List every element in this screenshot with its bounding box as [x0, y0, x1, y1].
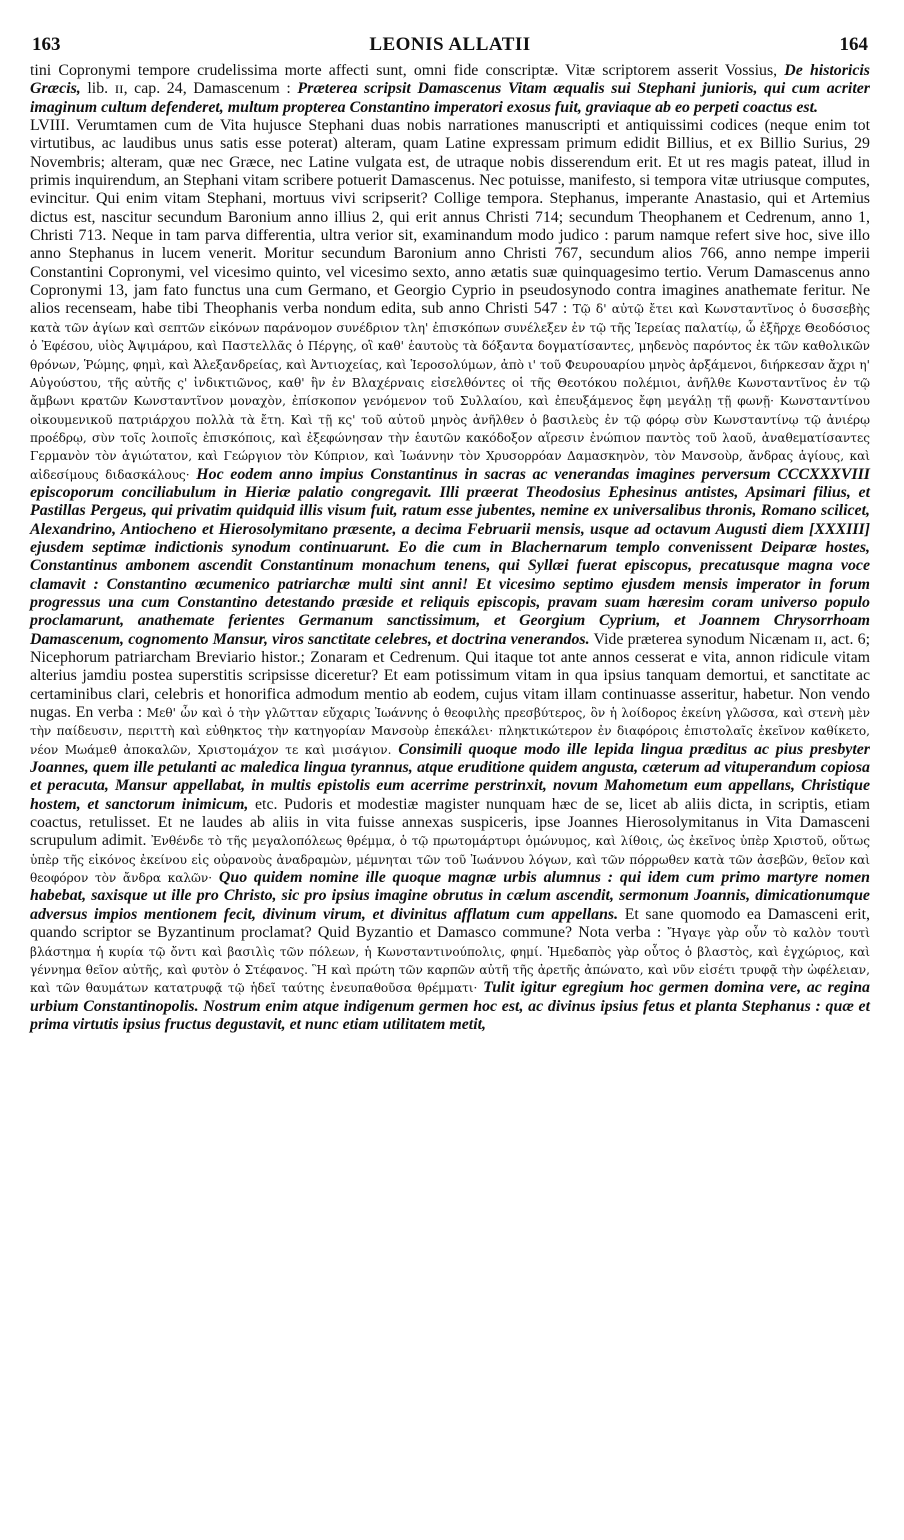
page-number-right: 164: [839, 34, 868, 55]
paragraph-1: [30, 62, 870, 117]
running-head-title: LEONIS ALLATII: [369, 34, 531, 55]
italic-passage: Consimili quoque modo ille lepida lingua præditus ac pius presbyter Joannes, quem ille petulanti ac maledica lingua tyrannus, atque eruditione quidem angusta, cæterum ad vituperandum copiosa et peracuta, Mansur appellabat, in multis epistolis eum acerrime perstrinxit, novum Mahometum eum appellans, Christique hostem, et sanctorum inimicum,: [30, 740, 870, 813]
page-body: [30, 62, 870, 1034]
roman-text: LVIII. Verumtamen cum de Vita hujusce Stephani duas nobis narrationes manuscripti et antiquissimi codices (neque enim tot virtutibus, ac laudibus unus satis esse poterat) alteram, quam Latine expressam primum edidit Billius, et ex Billio Surius, 29 Novembris; alteram, quæ nec Græce, nec Latine vulgata est, de utraque nobis disserendum erit. Et ut res magis pateat, illud in primis inquirendum, an Stephani vitam scribere potuerit Damascenus. Nec potuisse, manifesto, si tempora vitæ utriusque computes, evincitur. Qui enim vitam Stephani, mortuus vivi scripserit? Collige tempora. Stephanus, imperante Anastasio, qui et Artemius dictus est, nascitur secundum Baronium anno illius 2, qui erit annus Christi 714; secundum Theophanem et Cedrenum, anno 1, Christi 713. Neque in tam parva differentia, ultra verior sit, examinandum modo judico : parum namque refert sive hoc, sive illo anno Stephanus in lucem venerit. Moritur secundum Baronium anno Christi 767, secundum alios 766, anno nempe imperii Constantini Copronymi, vel vicesimo quinto, vel vicesimo sexto, anno ætatis suæ quinquagesimo tertio. Verum Damascenus anno Copronymi 13, jam fato functus una cum Germano, et Georgio Cyprio in pseudosynodo contra imagines anathemate feritur. Ne alios recenseam, habe tibi Theophanis verba nondum edita, sub anno Christi 547 :: [30, 117, 870, 318]
roman-text: Vide præterea synodum Nicænam ɪɪ, act. 6; Nicephorum patriarcham Breviario histor.; Zonaram et Cedrenum. Qui itaque tot ante annos cesserat e vita, annon ridicule vitam alterius jamdiu postea superstitis scripsisse diceretur? Et eam potissimum vitam in qua ipsius tanquam demortui, et sanctitate ac certaminibus clari, celebris et honorifica admodum mentio ab eodem, cujus vitam illam continuasse asseritur, habetur. Non vendo nugas. En verba :: [30, 630, 870, 722]
roman-text: etc. Pudoris et modestiæ magister nunquam hæc de se, licet ab aliis dicta, in scriptis, etiam coactus, retulisset. Et ne laudes ab aliis in vita fuisse annexas suspiceris, ipse Joannes Hierosolymitanus in Vita Damasceni scrupulum adimit.: [30, 795, 870, 850]
page-header: [30, 30, 870, 58]
roman-text: tini Copronymi tempore crudelissima morte affecti sunt, omni fide conscriptæ. Vitæ scriptorem asserit Vossius,: [30, 62, 785, 79]
italic-passage: Tulit igitur egregium hoc germen domina vere, ac regina urbium Constantinopolis. Nostrum enim atque indigenum germen hoc est, ac divinus ipsius fetus et planta Stephanus : quæ et prima virtutis ipsius fructus degustavit, et nunc etiam utilitatem metit,: [30, 979, 870, 1033]
italic-passage: Præterea scripsit Damascenus Vitam æqualis sui Stephani junioris, qui cum acriter imaginum cultum defenderet, multum propterea Constantino imperatori exosus fuit, graviaque ab eo perpeti coactus est.: [30, 80, 870, 116]
paragraph-2: [30, 117, 870, 1034]
greek-quotation: Τῷ δ' αὐτῷ ἔτει καὶ Κωνσταντῖνος ὁ δυσσεβὴς κατὰ τῶν ἁγίων καὶ σεπτῶν εἰκόνων παράνομον συνέδριον τλη' ἐπισκόπων συνέλεξεν ἐν τῷ τῆς Ἱερείας παλατίῳ, ὧ ἐξῆρχε Θεοδόσιος ὁ Ἐφέσου, υἱὸς Ἀψιμάρου, καὶ Παστελλᾶς ὁ Πέργης, οἳ καθ' ἑαυτοὺς τὰ δόξαντα δογματίσαντες, μηδενὸς παρόντος ἐκ τῶν καθολικῶν θρόνων, Ῥώμης, φημὶ, καὶ Ἀλεξανδρείας, καὶ Ἀντιοχείας, καὶ Ἱεροσολύμων, ἀπὸ ι' τοῦ Φευρουαρίου μηνὸς ἀρξάμενοι, διήρκεσαν ἄχρι η' Αὐγούστου, τῆς αὐτῆς ς' ἰνδικτιῶνος, καθ' ἣν ἐν Βλαχέρναις εἰσελθόντες οἱ τῆς Θεοτόκου πολέμιοι, ἀνῆλθε Κωνσταντῖνος ἐν τῷ ἄμβωνι κρατῶν Κωνσταντῖνον μοναχὸν, ἐπίσκοπον γενόμενον τοῦ Συλλαίου, καὶ ἐπευξάμενος ἔφη μεγάλῃ τῇ φωνῇ· Κωνσταντίνου οἰκουμενικοῦ πατριάρχου πολλὰ τὰ ἔτη. Καὶ τῇ κς' τοῦ αὐτοῦ μηνὸς ἀνῆλθεν ὁ βασιλεὺς ἐν τῷ φόρῳ σὺν Κωνσταντίνῳ τῷ ἀνιέρῳ προέδρῳ, σὺν τοῖς λοιποῖς ἐπισκόποις, καὶ ἐξεφώνησαν τὴν ἑαυτῶν κακόδοξον αἵρεσιν ἐνώπιον παντὸς τοῦ λαοῦ, ἀναθεματίσαντες Γερμανὸν τὸν ἁγιώτατον, καὶ Γεώργιον τὸν Κύπριον, καὶ Ἰωάννην τὸν Χρυσορρόαν Δαμασκηνὸν, τὸν Μανσοὺρ, ἄνδρας ἁγίους, καὶ αἰδεσίμους διδασκάλους·: [30, 302, 871, 482]
italic-passage: De historicis Græcis,: [30, 62, 870, 98]
italic-passage: Quo quidem nomine ille quoque magnæ urbis alumnus : qui idem cum primo martyre nomen habebat, saxisque ut ille pro Christo, sic pro ipsius imagine obrutus in cælum ascendit, sermonum Joannis, dimicationumque adversus impios mentionem fecit, divinum virum, et divinitus afflatum cum appellans.: [30, 869, 870, 923]
document-page: [30, 30, 870, 1034]
roman-text: lib. ɪɪ, cap. 24, Damascenum :: [80, 80, 298, 98]
greek-quotation: Μεθ' ὧν καὶ ὁ τὴν γλῶτταν εὔχαρις Ἰωάννης ὁ θεοφιλὴς πρεσβύτερος, ὃν ἡ λοίδορος ἐκείνη γλῶσσα, καὶ στενὴ μὲν τὴν παίδευσιν, περιττὴ καὶ εὐθηκτος τὴν κατηγορίαν Μανσοὺρ ἐπεκάλει· πληκτικώτερον ἐν διαφόροις ἐπιστολαῖς ἐκεῖνον καθίκετο, νέον Μωάμεθ ἀποκαλῶν, Χριστομάχον τε καὶ μισάγιον.: [30, 706, 871, 757]
italic-passage: Hoc eodem anno impius Constantinus in sacras ac venerandas imagines perversum CCCXXXVIII episcoporum conciliabulum in Hieriæ palatio congregavit. Illi præerat Theodosius Ephesinus antistes, Apsimari filius, et Pastillas Pergeus, qui privatim quidquid illis visum fuit, ratum esse jubentes, nemine ex universalibus thronis, Romano scilicet, Alexandrino, Antiocheno et Hierosolymitano præsente, a decima Februarii mensis, usque ad octavum Augusti diem [XXXIII] ejusdem septimæ indictionis synodum continuarunt. Eo die cum in Blachernarum templo convenissent Deiparæ hostes, Constantinus ambonem ascendit Constantinum monachum tenens, qui Syllæi fuerat episcopus, precatusque magna voce clamavit : Constantino œcumenico patriarchæ multi sint anni! Et vicesimo septimo ejusdem mensis imperator in forum progressus una cum Constantino detestando præside et reliquis episcopis, pravam suam hæresim coram universo populo proclamarunt, anathemate ferientes Germanum sanctissimum, et Georgium Cyprium, et Joannem Chrysorrhoam Damascenum, cognomento Mansur, viros sanctitate celebres, et doctrina venerandos.: [30, 465, 870, 648]
greek-quotation: Ἐνθένδε τὸ τῆς μεγαλοπόλεως θρέμμα, ὁ τῷ πρωτομάρτυρι ὁμώνυμος, καὶ λίθοις, ὡς ἐκεῖνος ὑπὲρ Χριστοῦ, οὕτως ὑπὲρ τῆς εἰκόνος ἐκείνου εἰς οὐρανοὺς ἀναδραμὼν, μέμνηται τῶν τοῦ Ἰωάννου λόγων, καὶ τῶν πόρρωθεν κατὰ τῶν ἀσεβῶν, θεῖον καὶ θεοφόρον τὸν ἄνδρα καλῶν·: [30, 834, 870, 886]
greek-quotation: Ἤγαγε γὰρ οὖν τὸ καλὸν τουτὶ βλάστημα ἡ κυρία τῷ ὄντι καὶ βασιλὶς τῶν πόλεων, ἡ Κωνσταντινούπολις, φημί. Ἡμεδαπὸς γὰρ οὗτος ὁ βλαστὸς, καὶ ἐγχώριος, καὶ γέννημα θεῖον αὐτῆς, καὶ φυτὸν ὁ Στέφανος. Ἣ καὶ πρώτη τῶν καρπῶν αὐτῆ τῆς ἀρετῆς ἀπώνατο, καὶ νῦν εἰσέτι τρυφᾷ τὴν ὠφέλειαν, καὶ τῶν θαυμάτων κατατρυφᾷ τῷ ἡδεῖ ταύτης ἐνευπαθοῦσα θρέμματι·: [30, 926, 870, 996]
roman-text: Et sane quomodo ea Damasceni erit, quando scriptor se Byzantinum proclamat? Quid Byzantio et Damasco commune? Nota verba :: [30, 905, 870, 942]
page-number-left: 163: [32, 34, 61, 55]
